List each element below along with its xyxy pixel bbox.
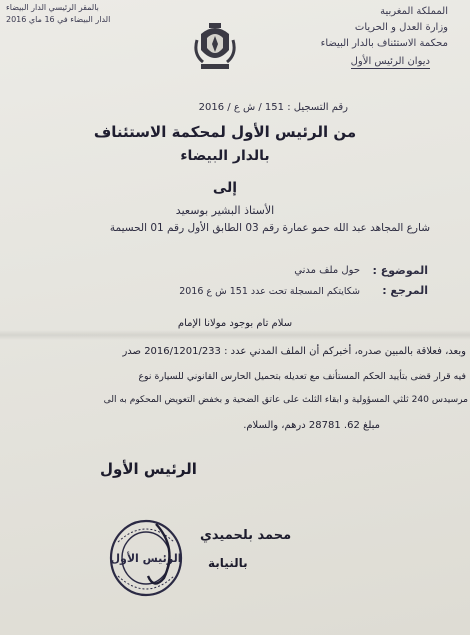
header-court: محكمة الاستئناف بالدار البيضاء bbox=[320, 38, 448, 49]
recipient-address: شارع المجاهد عبد الله حمو عمارة رقم 03 الطابق الأول رقم 01 الحسيمة bbox=[109, 222, 430, 234]
signature-title: الرئيس الأول bbox=[100, 460, 197, 478]
body-line-3: مرسيدس 240 ثلثي المسؤولية و ابقاء الثلث على عاتق الضحية و بخفض التعويض المحكوم به الى bbox=[103, 395, 468, 405]
body-line-4: مبلغ 62. 28781 درهم، والسلام. bbox=[243, 420, 380, 431]
paper-fold bbox=[0, 330, 470, 340]
subject-value: حول ملف مدني bbox=[294, 265, 360, 276]
to-label: إلى bbox=[212, 180, 238, 196]
recipient-name: الأستاذ البشير بوسعيد bbox=[175, 204, 275, 217]
coat-of-arms-icon bbox=[193, 20, 237, 72]
header-ministry: وزارة العدل و الحريات bbox=[354, 22, 448, 33]
signer-role: بالنيابة bbox=[208, 556, 248, 570]
header-office: ديوان الرئيس الأول bbox=[350, 56, 430, 67]
reference-label: المرجع : bbox=[382, 284, 428, 297]
subject-label: الموضوع : bbox=[372, 264, 428, 277]
signer-name: محمد بلحميدي bbox=[200, 528, 292, 543]
body-line-1: وبعد، فعلاقة بالمبين صدره، أخبركم أن الملف المدني عدد : 2016/1201/233 صدر bbox=[122, 346, 466, 357]
header-left-line1: بالمقر الرئيسي الدار البيضاء bbox=[6, 3, 99, 12]
sender-city: بالدار البيضاء bbox=[180, 148, 270, 164]
reference-value: شكايتكم المسجلة تحت عدد 151 ش ع 2016 bbox=[179, 286, 360, 297]
header-left-date: الدار البيضاء في 16 ماي 2016 bbox=[6, 15, 111, 24]
header-kingdom: المملكة المغربية bbox=[380, 6, 448, 17]
registration-number: رقم التسجيل : 151 / ش ع / 2016 bbox=[198, 102, 348, 113]
official-stamp-icon bbox=[108, 518, 184, 598]
stamp-text: الرئيس الأول bbox=[110, 552, 182, 565]
greeting: سلام تام بوجود مولانا الإمام bbox=[177, 318, 293, 329]
body-line-2: فيه قرار قضى بتأييد الحكم المستأنف مع تعديله بتحميل الحارس القانوني للسيارة نوع bbox=[138, 371, 466, 382]
sender-title: من الرئيس الأول لمحكمة الاستئناف bbox=[93, 123, 357, 141]
